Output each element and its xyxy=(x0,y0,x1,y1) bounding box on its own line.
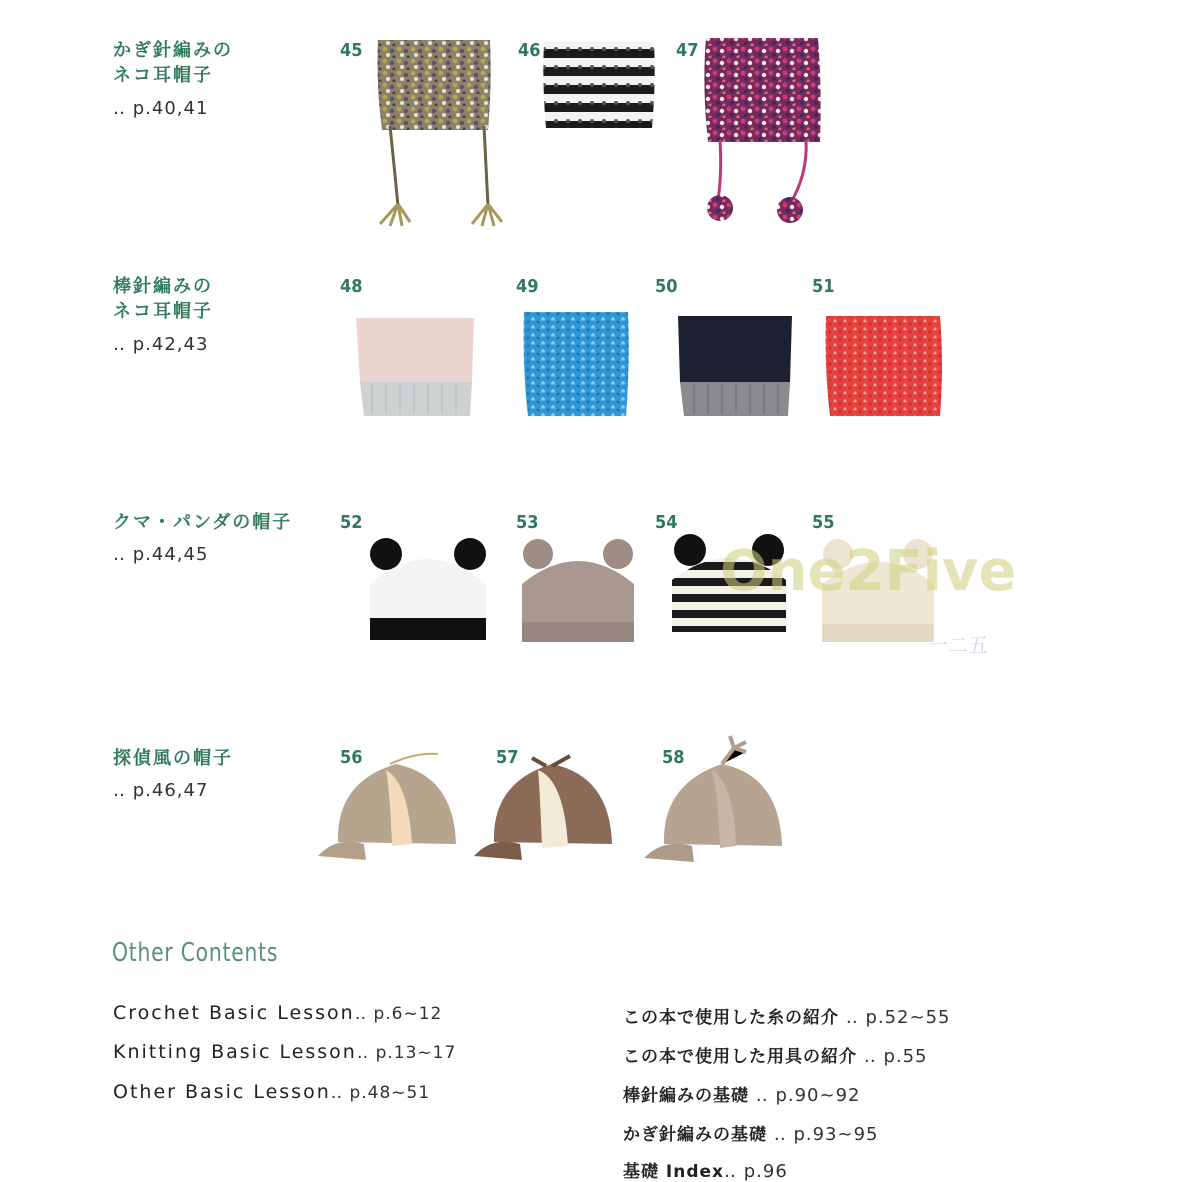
toc-left-item xyxy=(113,1081,430,1103)
hat-49-image xyxy=(520,308,632,420)
section-pages-detective: ‥ p.46,47 xyxy=(113,780,209,801)
item-number: 52 xyxy=(340,512,363,533)
hat-57-image xyxy=(472,752,618,862)
item-number: 46 xyxy=(518,40,541,61)
hat-47-image xyxy=(698,34,828,224)
section-title-detective: 探偵風の帽子 xyxy=(113,748,233,769)
item-number: 55 xyxy=(812,512,835,533)
item-number: 53 xyxy=(516,512,539,533)
watermark-logo xyxy=(690,530,1050,660)
hat-50-image xyxy=(674,312,796,420)
toc-label: かぎ針編みの基礎 xyxy=(623,1125,767,1145)
hat-46-image xyxy=(540,40,658,130)
watermark-brand: One2Five xyxy=(720,539,1017,604)
hat-58-image xyxy=(642,734,792,864)
toc-label: Crochet Basic Lesson xyxy=(113,1002,355,1024)
toc-right-item xyxy=(623,1003,951,1028)
section-title-crochet-cat: かぎ針編みの ネコ耳帽子 xyxy=(113,40,233,86)
section-title-bear-panda: クマ・パンダの帽子 xyxy=(113,512,293,533)
item-number: 51 xyxy=(812,276,835,297)
watermark-sub: 一二五 xyxy=(928,633,988,657)
item-number: 47 xyxy=(676,40,699,61)
item-number: 54 xyxy=(655,512,678,533)
section-pages-knit-cat: ‥ p.42,43 xyxy=(113,334,209,355)
toc-label: 基礎 Index xyxy=(623,1162,725,1182)
toc-left-item xyxy=(113,1041,456,1063)
toc-pages: ‥ p.55 xyxy=(857,1046,928,1067)
toc-pages: ‥ p.13~17 xyxy=(356,1043,457,1063)
hat-51-image xyxy=(822,310,946,420)
toc-pages: ‥ p.6~12 xyxy=(354,1004,443,1024)
toc-label: Knitting Basic Lesson xyxy=(113,1041,357,1063)
item-number: 45 xyxy=(340,40,363,61)
other-contents-title: Other Contents xyxy=(112,938,279,968)
section-pages-bear-panda: ‥ p.44,45 xyxy=(113,544,209,565)
toc-right-item xyxy=(623,1157,788,1182)
toc-pages: ‥ p.96 xyxy=(724,1161,788,1182)
item-number: 58 xyxy=(662,747,685,768)
toc-right-item xyxy=(623,1081,861,1106)
item-number: 57 xyxy=(496,747,519,768)
toc-pages: ‥ p.90~92 xyxy=(749,1085,861,1106)
toc-label: この本で使用した用具の紹介 xyxy=(623,1047,857,1067)
toc-pages: ‥ p.48~51 xyxy=(330,1083,431,1103)
section-pages-crochet-cat: ‥ p.40,41 xyxy=(113,98,209,119)
hat-52-image xyxy=(362,534,494,646)
toc-pages: ‥ p.52~55 xyxy=(839,1007,951,1028)
toc-right-item xyxy=(623,1120,879,1145)
toc-left-item xyxy=(113,1002,442,1024)
hat-48-image xyxy=(352,312,480,420)
item-number: 48 xyxy=(340,276,363,297)
hat-45-image xyxy=(368,34,513,230)
toc-label: 棒針編みの基礎 xyxy=(623,1086,749,1106)
toc-label: この本で使用した糸の紹介 xyxy=(623,1008,839,1028)
toc-label: Other Basic Lesson xyxy=(113,1081,331,1103)
item-number: 50 xyxy=(655,276,678,297)
hat-53-image xyxy=(514,534,642,646)
hat-56-image xyxy=(316,752,462,862)
section-title-knit-cat: 棒針編みの ネコ耳帽子 xyxy=(113,276,213,322)
item-number: 56 xyxy=(340,747,363,768)
toc-right-item xyxy=(623,1042,928,1067)
item-number: 49 xyxy=(516,276,539,297)
toc-pages: ‥ p.93~95 xyxy=(767,1124,879,1145)
